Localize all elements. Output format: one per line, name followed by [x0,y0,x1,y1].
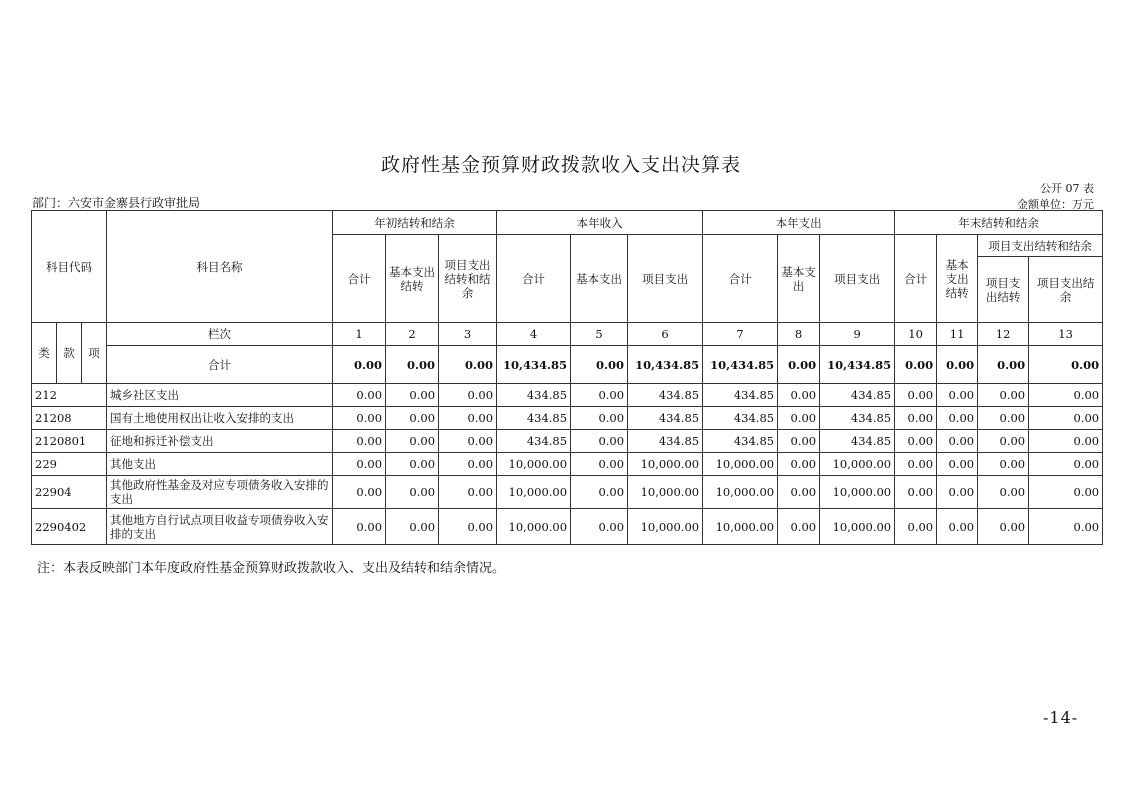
amount-cell: 0.00 [895,509,937,545]
amount-cell: 0.00 [386,453,439,476]
amount-cell: 10,000.00 [628,453,703,476]
form-number: 公开 07 表 [1040,182,1094,195]
amount-cell: 0.00 [778,509,820,545]
table-row [32,430,1103,453]
subject-code-cell: 229 [32,453,107,476]
amount-cell: 0.00 [1029,476,1103,509]
amount-cell: 0.00 [571,430,628,453]
header-subject-name: 科目名称 [107,211,333,323]
amount-cell: 0.00 [571,407,628,430]
table-row [32,384,1103,407]
amount-cell: 0.00 [937,509,978,545]
amount-cell: 0.00 [778,384,820,407]
header-expense-basic: 基本支出 [778,235,820,323]
header-income-project: 项目支出 [628,235,703,323]
total-cell: 0.00 [571,346,628,384]
header-current-expense: 本年支出 [703,211,895,235]
amount-cell: 434.85 [703,407,778,430]
amount-cell: 0.00 [439,384,497,407]
total-cell: 0.00 [439,346,497,384]
amount-cell: 0.00 [778,453,820,476]
column-number: 13 [1029,323,1103,346]
amount-cell: 434.85 [497,430,571,453]
header-expense-total: 合计 [703,235,778,323]
header-closing-total: 合计 [895,235,937,323]
column-index-label: 栏次 [107,323,333,346]
header-income-basic: 基本支出 [571,235,628,323]
amount-cell: 434.85 [497,407,571,430]
column-number: 8 [778,323,820,346]
total-cell: 10,434.85 [628,346,703,384]
header-subject-code: 科目代码 [32,211,107,323]
subject-code-cell: 2290402 [32,509,107,545]
amount-cell: 0.00 [778,476,820,509]
column-number: 9 [820,323,895,346]
amount-cell: 0.00 [1029,509,1103,545]
amount-cell: 0.00 [333,384,386,407]
total-cell: 10,434.85 [820,346,895,384]
amount-cell: 434.85 [497,384,571,407]
amount-cell: 0.00 [439,407,497,430]
column-number: 3 [439,323,497,346]
header-category: 类 [32,323,57,384]
amount-cell: 434.85 [703,384,778,407]
amount-cell: 0.00 [937,476,978,509]
header-current-income: 本年收入 [497,211,703,235]
column-number: 4 [497,323,571,346]
department-label: 部门：六安市金寨县行政审批局 [32,196,201,210]
amount-cell: 10,000.00 [497,476,571,509]
column-number: 5 [571,323,628,346]
total-cell: 10,434.85 [703,346,778,384]
amount-cell: 0.00 [978,430,1029,453]
header-opening-total: 合计 [333,235,386,323]
amount-cell: 0.00 [386,509,439,545]
subject-name-cell: 其他地方自行试点项目收益专项债券收入安排的支出 [107,509,333,545]
amount-cell: 0.00 [386,384,439,407]
header-section: 款 [57,323,82,384]
amount-cell: 10,000.00 [820,509,895,545]
amount-cell: 10,000.00 [497,453,571,476]
amount-cell: 10,000.00 [628,509,703,545]
amount-cell: 0.00 [937,453,978,476]
unit-label: 金额单位：万元 [1017,198,1094,211]
amount-cell: 0.00 [439,453,497,476]
amount-cell: 0.00 [571,476,628,509]
amount-cell: 0.00 [895,430,937,453]
subject-name-cell: 国有土地使用权出让收入安排的支出 [107,407,333,430]
amount-cell: 0.00 [1029,430,1103,453]
amount-cell: 0.00 [937,430,978,453]
amount-cell: 0.00 [937,407,978,430]
amount-cell: 10,000.00 [703,509,778,545]
amount-cell: 10,000.00 [703,453,778,476]
amount-cell: 10,000.00 [628,476,703,509]
total-cell: 0.00 [386,346,439,384]
header-closing-project-balance: 项目支出结余 [1029,257,1103,323]
amount-cell: 434.85 [628,430,703,453]
subject-code-cell: 21208 [32,407,107,430]
amount-cell: 0.00 [895,384,937,407]
header-item: 项 [82,323,107,384]
subject-code-cell: 22904 [32,476,107,509]
header-closing-basic-carry: 基本支出结转 [937,235,978,323]
subject-name-cell: 城乡社区支出 [107,384,333,407]
table-row [32,407,1103,430]
amount-cell: 0.00 [1029,384,1103,407]
page-number: -14- [1043,708,1079,727]
amount-cell: 0.00 [978,407,1029,430]
amount-cell: 0.00 [386,430,439,453]
table-row [32,453,1103,476]
amount-cell: 434.85 [820,384,895,407]
header-opening-project-carry-balance: 项目支出结转和结余 [439,235,497,323]
total-cell: 0.00 [1029,346,1103,384]
header-expense-project: 项目支出 [820,235,895,323]
amount-cell: 0.00 [978,476,1029,509]
column-number: 11 [937,323,978,346]
header-opening-balance: 年初结转和结余 [333,211,497,235]
total-cell: 0.00 [978,346,1029,384]
subject-code-cell: 212 [32,384,107,407]
amount-cell: 0.00 [978,453,1029,476]
amount-cell: 0.00 [333,476,386,509]
header-opening-basic-carry: 基本支出结转 [386,235,439,323]
amount-cell: 0.00 [978,509,1029,545]
amount-cell: 0.00 [1029,407,1103,430]
column-number: 6 [628,323,703,346]
total-cell: 0.00 [937,346,978,384]
total-cell: 0.00 [778,346,820,384]
total-cell: 0.00 [895,346,937,384]
amount-cell: 0.00 [333,430,386,453]
amount-cell: 0.00 [778,407,820,430]
amount-cell: 0.00 [895,453,937,476]
amount-cell: 0.00 [386,476,439,509]
footnote: 注：本表反映部门本年度政府性基金预算财政拨款收入、支出及结转和结余情况。 [37,561,506,576]
page-title: 政府性基金预算财政拨款收入支出决算表 [380,154,741,176]
column-number: 10 [895,323,937,346]
amount-cell: 10,000.00 [820,453,895,476]
total-cell: 10,434.85 [497,346,571,384]
amount-cell: 0.00 [333,453,386,476]
budget-table [31,210,1103,545]
amount-cell: 0.00 [439,509,497,545]
header-closing-project-carry: 项目支出结转 [978,257,1029,323]
amount-cell: 434.85 [703,430,778,453]
amount-cell: 434.85 [628,407,703,430]
total-row [32,346,1103,384]
header-income-total: 合计 [497,235,571,323]
subject-name-cell: 其他支出 [107,453,333,476]
column-number: 7 [703,323,778,346]
amount-cell: 434.85 [820,430,895,453]
amount-cell: 10,000.00 [820,476,895,509]
column-number: 1 [333,323,386,346]
amount-cell: 0.00 [571,453,628,476]
amount-cell: 0.00 [895,407,937,430]
header-closing-balance: 年末结转和结余 [895,211,1103,235]
amount-cell: 0.00 [1029,453,1103,476]
amount-cell: 0.00 [571,509,628,545]
subject-name-cell: 征地和拆迁补偿支出 [107,430,333,453]
header-closing-project: 项目支出结转和结余 [978,235,1103,257]
amount-cell: 0.00 [439,476,497,509]
total-label: 合计 [107,346,333,384]
amount-cell: 0.00 [978,384,1029,407]
total-cell: 0.00 [333,346,386,384]
amount-cell: 0.00 [386,407,439,430]
amount-cell: 10,000.00 [703,476,778,509]
amount-cell: 0.00 [333,509,386,545]
column-number: 12 [978,323,1029,346]
column-number: 2 [386,323,439,346]
amount-cell: 0.00 [439,430,497,453]
subject-name-cell: 其他政府性基金及对应专项债务收入安排的支出 [107,476,333,509]
amount-cell: 434.85 [628,384,703,407]
amount-cell: 0.00 [778,430,820,453]
amount-cell: 0.00 [333,407,386,430]
amount-cell: 434.85 [820,407,895,430]
table-row [32,509,1103,545]
amount-cell: 0.00 [895,476,937,509]
amount-cell: 0.00 [937,384,978,407]
amount-cell: 10,000.00 [497,509,571,545]
amount-cell: 0.00 [571,384,628,407]
table-row [32,476,1103,509]
subject-code-cell: 2120801 [32,430,107,453]
